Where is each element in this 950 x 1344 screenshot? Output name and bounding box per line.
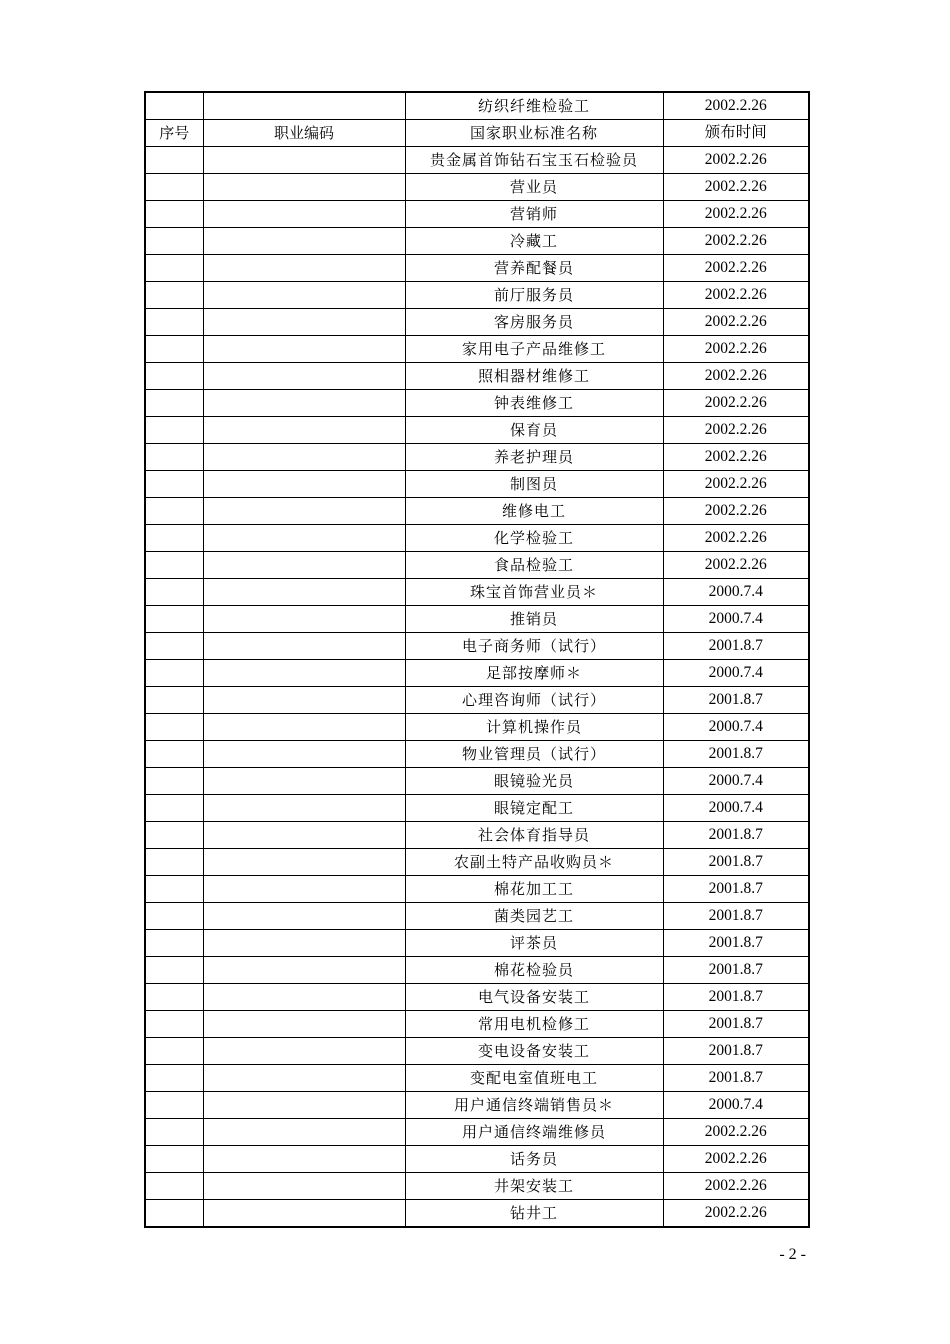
- seq-cell: [145, 579, 203, 606]
- table-row: [145, 606, 809, 633]
- code-cell: [203, 498, 405, 525]
- issue-date-cell: 2001.8.7: [663, 687, 809, 714]
- table-row: [145, 957, 809, 984]
- issue-date-cell: 2002.2.26: [663, 525, 809, 552]
- code-cell: [203, 255, 405, 282]
- issue-date-cell: 2001.8.7: [663, 930, 809, 957]
- issue-date-cell: 2002.2.26: [663, 417, 809, 444]
- seq-cell: [145, 984, 203, 1011]
- issue-date-cell: 2002.2.26: [663, 309, 809, 336]
- issue-date-cell: 2002.2.26: [663, 1200, 809, 1228]
- standard-name-cell: 食品检验工: [405, 552, 663, 579]
- table-row: [145, 390, 809, 417]
- code-cell: [203, 795, 405, 822]
- standard-name-cell: 维修电工: [405, 498, 663, 525]
- standard-name-cell: 制图员: [405, 471, 663, 498]
- code-cell: [203, 633, 405, 660]
- issue-date-cell: 2001.8.7: [663, 876, 809, 903]
- issue-date-cell: 2001.8.7: [663, 822, 809, 849]
- seq-cell: [145, 1200, 203, 1228]
- seq-cell: [145, 147, 203, 174]
- standard-name-cell: 营销师: [405, 201, 663, 228]
- table-row: [145, 147, 809, 174]
- table-row: [145, 1092, 809, 1119]
- table-row: [145, 741, 809, 768]
- table-row: [145, 984, 809, 1011]
- standard-name-cell: 眼镜定配工: [405, 795, 663, 822]
- issue-date-cell: 2002.2.26: [663, 444, 809, 471]
- code-cell: [203, 1011, 405, 1038]
- issue-date-cell: 2002.2.26: [663, 282, 809, 309]
- seq-cell: [145, 1038, 203, 1065]
- seq-cell: [145, 174, 203, 201]
- code-cell: [203, 471, 405, 498]
- issue-date-cell: 2001.8.7: [663, 1038, 809, 1065]
- standard-name-cell: 电子商务师（试行）: [405, 633, 663, 660]
- code-cell: [203, 741, 405, 768]
- table-row: [145, 552, 809, 579]
- code-cell: [203, 1173, 405, 1200]
- seq-cell: [145, 552, 203, 579]
- seq-cell: [145, 390, 203, 417]
- standard-name-cell: 农副土特产品收购员＊: [405, 849, 663, 876]
- code-cell: [203, 1038, 405, 1065]
- code-cell: [203, 336, 405, 363]
- issue-date-cell: 2000.7.4: [663, 579, 809, 606]
- table-row: [145, 282, 809, 309]
- table-row: [145, 444, 809, 471]
- issue-date-cell: 2000.7.4: [663, 768, 809, 795]
- header-standard-name: 国家职业标准名称: [405, 120, 663, 147]
- issue-date-cell: 2000.7.4: [663, 660, 809, 687]
- code-cell: [203, 849, 405, 876]
- seq-cell: [145, 525, 203, 552]
- code-cell: [203, 390, 405, 417]
- code-cell: [203, 660, 405, 687]
- standard-name-cell: 照相器材维修工: [405, 363, 663, 390]
- table-row: [145, 255, 809, 282]
- standard-name-cell: 客房服务员: [405, 309, 663, 336]
- code-cell: [203, 92, 405, 120]
- table-row: [145, 92, 809, 120]
- code-cell: [203, 768, 405, 795]
- standard-name-cell: 钻井工: [405, 1200, 663, 1228]
- table-row: [145, 1038, 809, 1065]
- table-row: [145, 525, 809, 552]
- issue-date-cell: 2002.2.26: [663, 471, 809, 498]
- standard-name-cell: 变电设备安装工: [405, 1038, 663, 1065]
- table-row: [145, 174, 809, 201]
- issue-date-cell: 2002.2.26: [663, 390, 809, 417]
- issue-date-cell: 2000.7.4: [663, 606, 809, 633]
- table-body: [145, 92, 809, 1227]
- table-row: [145, 363, 809, 390]
- seq-cell: [145, 1146, 203, 1173]
- standard-name-cell: 养老护理员: [405, 444, 663, 471]
- code-cell: [203, 903, 405, 930]
- table-row: [145, 822, 809, 849]
- code-cell: [203, 957, 405, 984]
- standard-name-cell: 化学检验工: [405, 525, 663, 552]
- standard-name-cell: 变配电室值班电工: [405, 1065, 663, 1092]
- code-cell: [203, 201, 405, 228]
- code-cell: [203, 417, 405, 444]
- seq-cell: [145, 957, 203, 984]
- code-cell: [203, 1092, 405, 1119]
- seq-cell: [145, 444, 203, 471]
- standard-name-cell: 纺织纤维检验工: [405, 92, 663, 120]
- issue-date-cell: 2001.8.7: [663, 1011, 809, 1038]
- code-cell: [203, 282, 405, 309]
- standard-name-cell: 冷藏工: [405, 228, 663, 255]
- code-cell: [203, 579, 405, 606]
- code-cell: [203, 444, 405, 471]
- occupation-standards-table: [144, 91, 810, 1228]
- table-row: [145, 1065, 809, 1092]
- issue-date-cell: 2002.2.26: [663, 147, 809, 174]
- issue-date-cell: 2002.2.26: [663, 1173, 809, 1200]
- code-cell: [203, 174, 405, 201]
- code-cell: [203, 714, 405, 741]
- code-cell: [203, 228, 405, 255]
- issue-date-cell: 2002.2.26: [663, 363, 809, 390]
- table-row: [145, 714, 809, 741]
- seq-cell: [145, 714, 203, 741]
- standard-name-cell: 钟表维修工: [405, 390, 663, 417]
- seq-cell: [145, 282, 203, 309]
- standard-name-cell: 物业管理员（试行）: [405, 741, 663, 768]
- issue-date-cell: 2000.7.4: [663, 1092, 809, 1119]
- issue-date-cell: 2002.2.26: [663, 228, 809, 255]
- standard-name-cell: 棉花检验员: [405, 957, 663, 984]
- standard-name-cell: 棉花加工工: [405, 876, 663, 903]
- standard-name-cell: 保育员: [405, 417, 663, 444]
- issue-date-cell: 2002.2.26: [663, 498, 809, 525]
- seq-cell: [145, 849, 203, 876]
- code-cell: [203, 363, 405, 390]
- seq-cell: [145, 471, 203, 498]
- header-issue-date: 颁布时间: [663, 120, 809, 147]
- table-row: [145, 471, 809, 498]
- standard-name-cell: 贵金属首饰钻石宝玉石检验员: [405, 147, 663, 174]
- table-row: [145, 579, 809, 606]
- issue-date-cell: 2001.8.7: [663, 633, 809, 660]
- issue-date-cell: 2002.2.26: [663, 92, 809, 120]
- seq-cell: [145, 228, 203, 255]
- issue-date-cell: 2001.8.7: [663, 849, 809, 876]
- standard-name-cell: 家用电子产品维修工: [405, 336, 663, 363]
- table-row: [145, 336, 809, 363]
- seq-cell: [145, 1011, 203, 1038]
- code-cell: [203, 687, 405, 714]
- standard-name-cell: 常用电机检修工: [405, 1011, 663, 1038]
- table-row: [145, 1011, 809, 1038]
- seq-cell: [145, 336, 203, 363]
- table-row: [145, 228, 809, 255]
- table-row: [145, 1146, 809, 1173]
- standard-name-cell: 用户通信终端销售员＊: [405, 1092, 663, 1119]
- issue-date-cell: 2002.2.26: [663, 1146, 809, 1173]
- standard-name-cell: 用户通信终端维修员: [405, 1119, 663, 1146]
- seq-cell: [145, 606, 203, 633]
- code-cell: [203, 525, 405, 552]
- table-row: [145, 201, 809, 228]
- seq-cell: [145, 822, 203, 849]
- seq-cell: [145, 1092, 203, 1119]
- issue-date-cell: 2002.2.26: [663, 336, 809, 363]
- table-row: [145, 417, 809, 444]
- table-row: [145, 1173, 809, 1200]
- standard-name-cell: 电气设备安装工: [405, 984, 663, 1011]
- issue-date-cell: 2000.7.4: [663, 795, 809, 822]
- seq-cell: [145, 687, 203, 714]
- standard-name-cell: 营养配餐员: [405, 255, 663, 282]
- seq-cell: [145, 498, 203, 525]
- issue-date-cell: 2002.2.26: [663, 174, 809, 201]
- code-cell: [203, 1146, 405, 1173]
- code-cell: [203, 606, 405, 633]
- table-row: [145, 687, 809, 714]
- standard-name-cell: 心理咨询师（试行）: [405, 687, 663, 714]
- table-row: [145, 1200, 809, 1228]
- code-cell: [203, 1200, 405, 1228]
- standard-name-cell: 井架安装工: [405, 1173, 663, 1200]
- table-row: [145, 309, 809, 336]
- standard-name-cell: 社会体育指导员: [405, 822, 663, 849]
- standard-name-cell: 菌类园艺工: [405, 903, 663, 930]
- code-cell: [203, 876, 405, 903]
- issue-date-cell: 2001.8.7: [663, 984, 809, 1011]
- standard-name-cell: 推销员: [405, 606, 663, 633]
- seq-cell: [145, 795, 203, 822]
- issue-date-cell: 2001.8.7: [663, 903, 809, 930]
- table-row: [145, 1119, 809, 1146]
- code-cell: [203, 930, 405, 957]
- seq-cell: [145, 768, 203, 795]
- issue-date-cell: 2001.8.7: [663, 957, 809, 984]
- table-row: [145, 633, 809, 660]
- seq-cell: [145, 255, 203, 282]
- issue-date-cell: 2001.8.7: [663, 741, 809, 768]
- table-row: [145, 849, 809, 876]
- seq-cell: [145, 417, 203, 444]
- seq-cell: [145, 201, 203, 228]
- code-cell: [203, 309, 405, 336]
- standard-name-cell: 营业员: [405, 174, 663, 201]
- seq-cell: [145, 363, 203, 390]
- code-cell: [203, 552, 405, 579]
- seq-cell: [145, 930, 203, 957]
- standard-name-cell: 前厅服务员: [405, 282, 663, 309]
- code-cell: [203, 1065, 405, 1092]
- standard-name-cell: 评茶员: [405, 930, 663, 957]
- standard-name-cell: 珠宝首饰营业员＊: [405, 579, 663, 606]
- seq-cell: [145, 92, 203, 120]
- code-cell: [203, 984, 405, 1011]
- issue-date-cell: 2002.2.26: [663, 552, 809, 579]
- table-header-row: [145, 120, 809, 147]
- code-cell: [203, 822, 405, 849]
- table-row: [145, 795, 809, 822]
- seq-cell: [145, 1173, 203, 1200]
- seq-cell: [145, 1119, 203, 1146]
- seq-cell: [145, 633, 203, 660]
- seq-cell: [145, 876, 203, 903]
- seq-cell: [145, 309, 203, 336]
- issue-date-cell: 2001.8.7: [663, 1065, 809, 1092]
- table-row: [145, 498, 809, 525]
- seq-cell: [145, 1065, 203, 1092]
- standard-name-cell: 计算机操作员: [405, 714, 663, 741]
- seq-cell: [145, 741, 203, 768]
- issue-date-cell: 2002.2.26: [663, 1119, 809, 1146]
- issue-date-cell: 2002.2.26: [663, 255, 809, 282]
- table-row: [145, 930, 809, 957]
- header-seq: 序号: [145, 120, 203, 147]
- seq-cell: [145, 903, 203, 930]
- seq-cell: [145, 660, 203, 687]
- issue-date-cell: 2002.2.26: [663, 201, 809, 228]
- code-cell: [203, 147, 405, 174]
- code-cell: [203, 1119, 405, 1146]
- header-code: 职业编码: [203, 120, 405, 147]
- issue-date-cell: 2000.7.4: [663, 714, 809, 741]
- page-number: - 2 -: [779, 1246, 806, 1263]
- standard-name-cell: 足部按摩师＊: [405, 660, 663, 687]
- standard-name-cell: 眼镜验光员: [405, 768, 663, 795]
- standard-name-cell: 话务员: [405, 1146, 663, 1173]
- table-row: [145, 903, 809, 930]
- table-row: [145, 768, 809, 795]
- table-row: [145, 660, 809, 687]
- table-row: [145, 876, 809, 903]
